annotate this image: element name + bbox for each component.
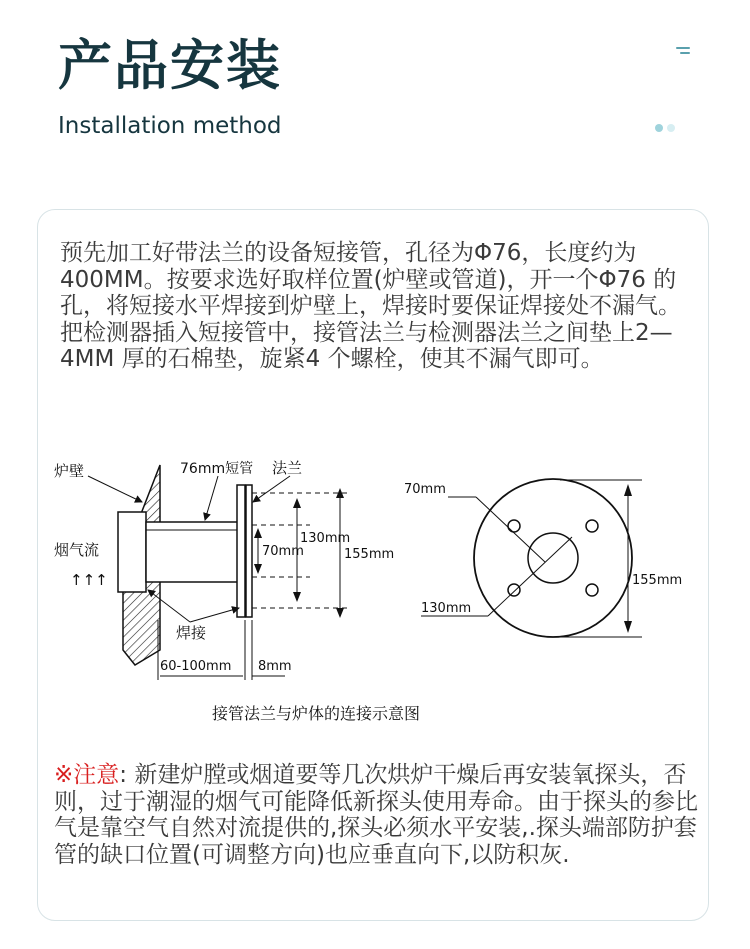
label-short-pipe: 76mm短管: [180, 461, 254, 477]
label-flange: 法兰: [272, 459, 303, 477]
note-label: ※注意: [54, 762, 120, 788]
page-title: 产品安装: [58, 34, 282, 97]
center-hole: [528, 533, 578, 583]
label-weld: 焊接: [176, 624, 207, 642]
front-view: [404, 479, 682, 637]
dot-icon: [667, 124, 675, 132]
front-dim-130: 130mm: [421, 601, 472, 616]
carousel-dots: [655, 124, 685, 134]
short-pipe: [146, 522, 242, 582]
side-view: [54, 459, 394, 680]
front-dim-70: 70mm: [404, 482, 446, 497]
detector-flange: [246, 485, 252, 617]
menu-icon[interactable]: [676, 47, 690, 57]
dim-70: 70mm: [262, 544, 304, 559]
diagram-caption: 接管法兰与炉体的连接示意图: [212, 704, 421, 723]
dim-8: 8mm: [258, 659, 292, 674]
pipe-flange: [237, 485, 245, 617]
dim-60-100: 60-100mm: [160, 659, 232, 674]
note-paragraph: [54, 762, 706, 868]
bolt-hole: [586, 520, 598, 532]
bolt-hole: [586, 584, 598, 596]
dim-155: 155mm: [344, 547, 395, 562]
intro-paragraph: 预先加工好带法兰的设备短接管，孔径为Φ76，长度约为400MM。按要求选好取样位置(炉壁或管道)，开一个Φ76 的孔，将短接水平焊接到炉壁上，焊接时要保证焊接处不漏气。把检测器插入短接管中，接管法兰与检测器法兰之间垫上2—4MM 厚的石棉垫，旋紧4 个螺栓，使其不漏气即可。: [60, 240, 681, 372]
installation-diagram: [40, 440, 710, 740]
wall-pipe-stub: [118, 512, 146, 592]
bolt-hole: [508, 584, 520, 596]
page-subtitle: Installation method: [58, 113, 282, 139]
dot-active-icon: [655, 124, 663, 132]
bolt-hole: [508, 520, 520, 532]
label-flue-flow: 烟气流: [54, 541, 100, 559]
note-text: : 新建炉膛或烟道要等几次烘炉干燥后再安装氧探头，否则，过于潮湿的烟气可能降低新探头使用寿命。由于探头的参比气是靠空气自然对流提供的,探头必须水平安装,.探头端部防护套管的缺口位置(可调整方向)也应垂直向下,以防积灰.: [54, 762, 698, 868]
flow-arrows: ↑↑↑: [70, 571, 108, 589]
label-furnace-wall: 炉壁: [54, 462, 85, 480]
dim-130: 130mm: [300, 531, 351, 546]
front-dim-155: 155mm: [632, 573, 683, 588]
